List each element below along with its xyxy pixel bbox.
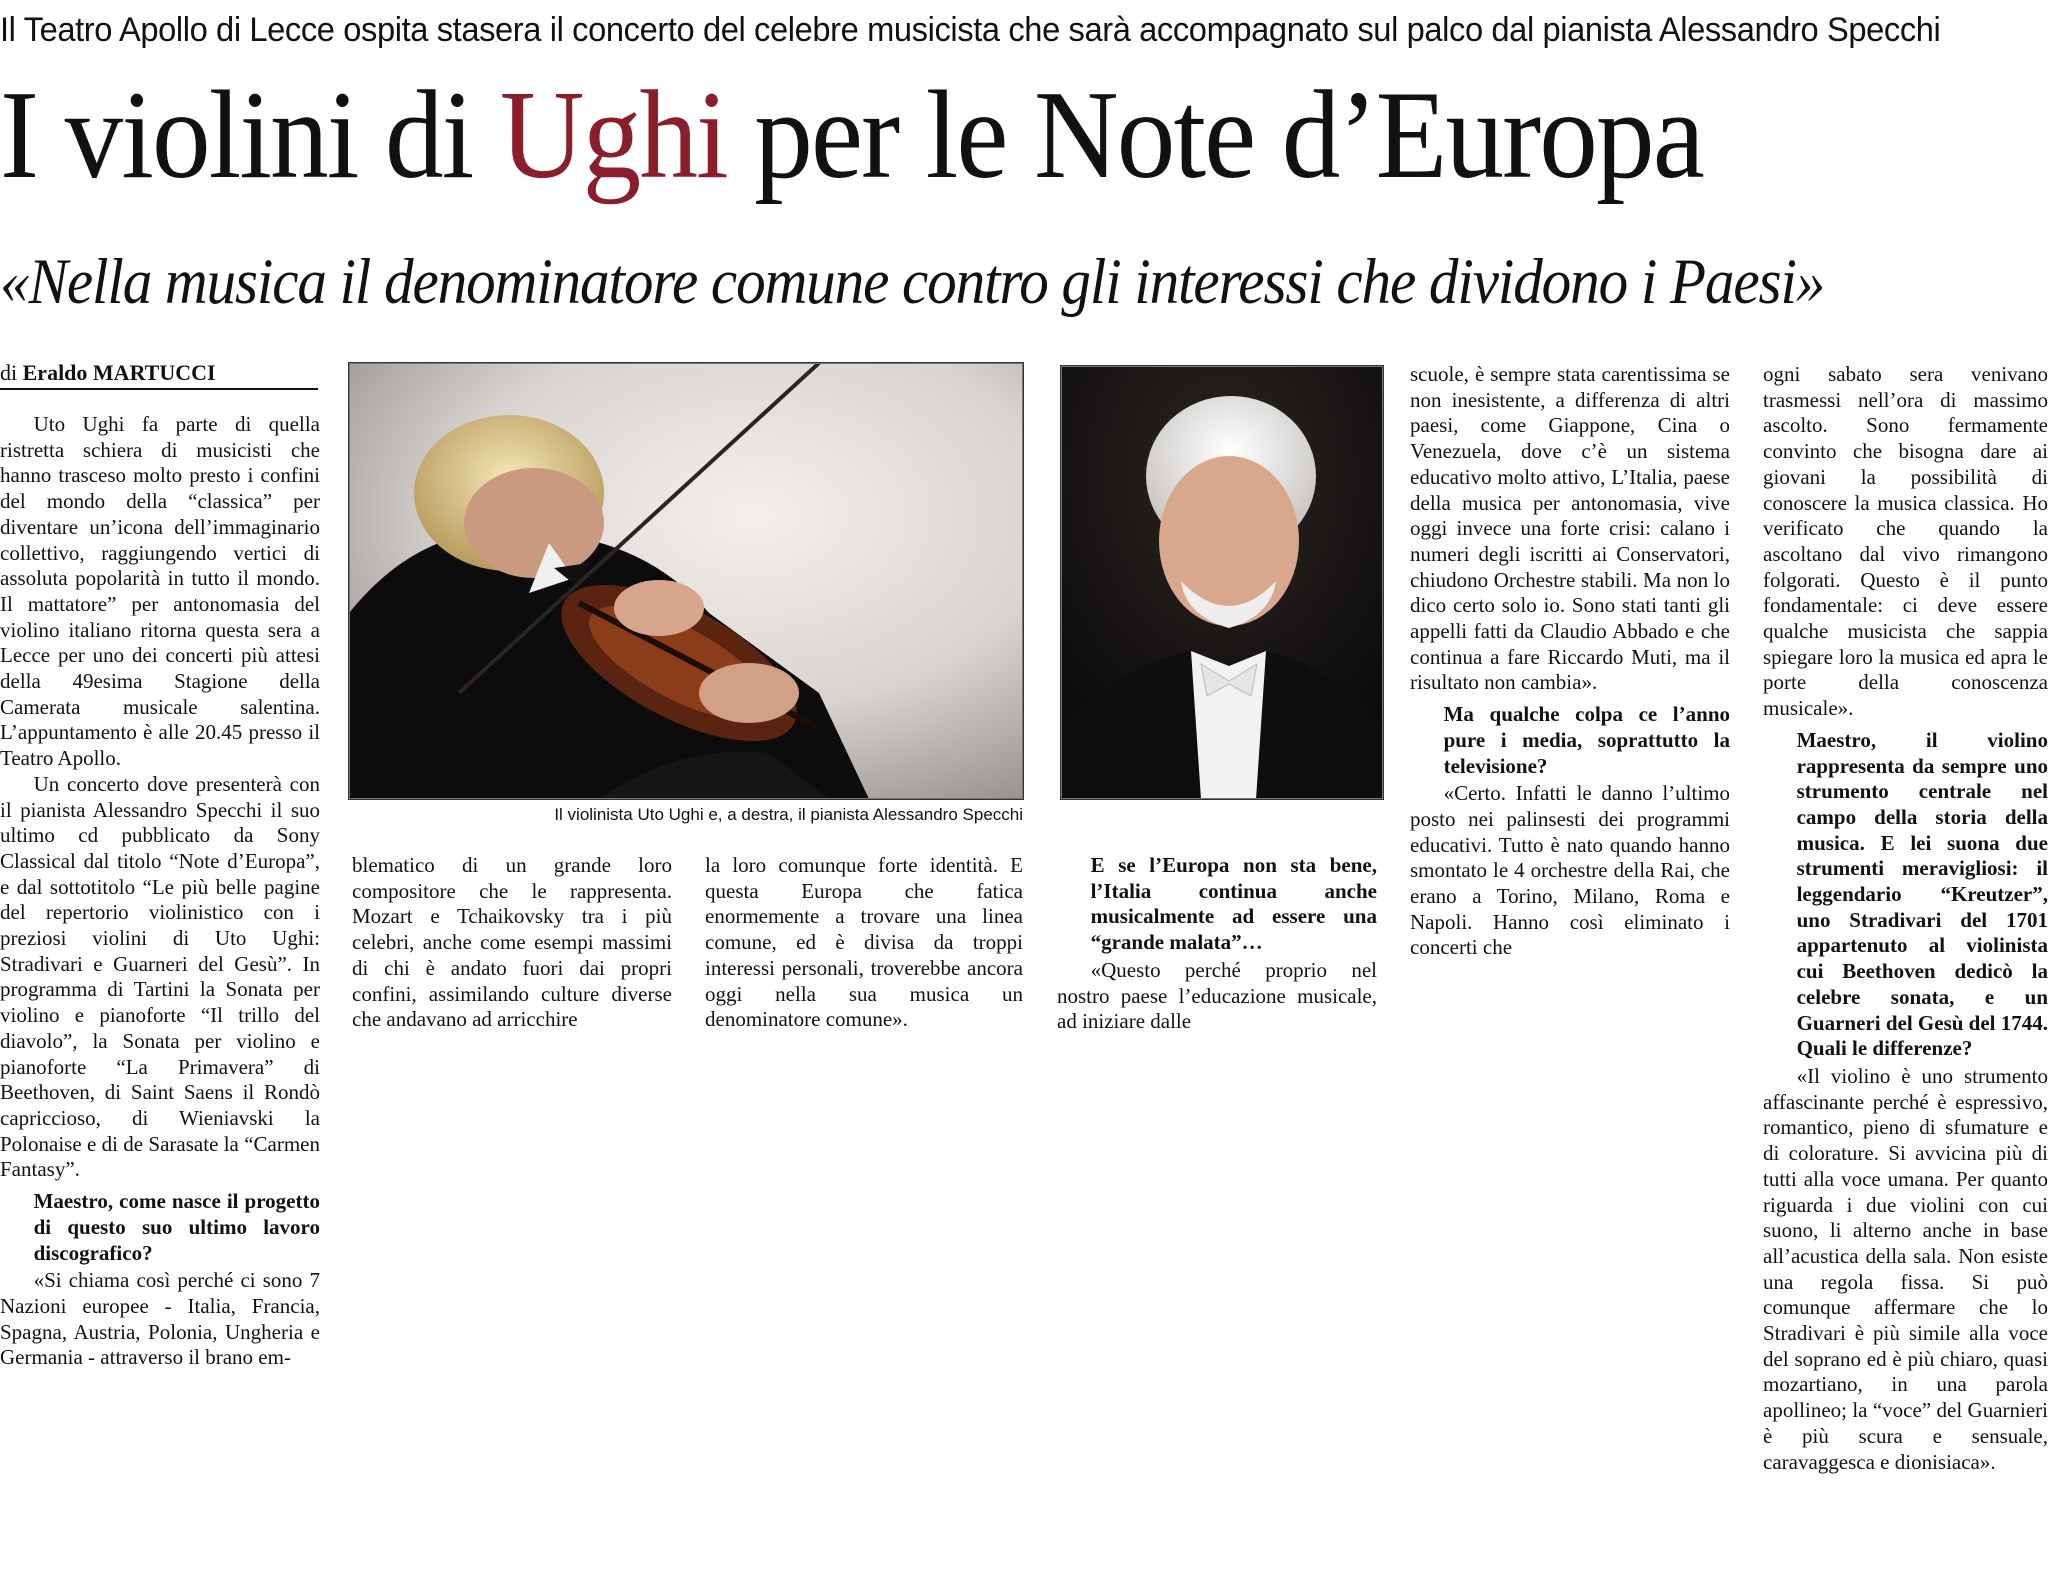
- paragraph: blematico di un grande loro compositore che le rappresenta. Mozart e Tchaikovsky tra i più celebri, anche come esempi massimi di chi è andato fuori dai propri confini, assimilando culture diverse che andavano ad arricchire: [352, 853, 672, 1032]
- column-2: [352, 853, 672, 1053]
- paragraph: ogni sabato sera venivano trasmessi nell’ora di massimo ascolto. Sono fermamente convinto che bisogna dare ai giovani la possibilità di conoscere la musica classica. Ho verificato che quando la ascoltano dal vivo rimangono folgorati. Questo è il punto fondamentale: ci deve essere qualche musicista che sappia spiegare loro la musica ed apra le porte della conoscenza musicale».: [1763, 362, 2048, 721]
- paragraph: «Si chiama così perché ci sono 7 Nazioni europee - Italia, Francia, Spagna, Austria, Polonia, Ungheria e Germania - attraverso il brano em-: [0, 1268, 320, 1370]
- byline: [0, 360, 318, 390]
- headline-part-2: per le Note d’Europa: [726, 66, 1703, 205]
- column-5: [1410, 362, 1730, 1062]
- byline-prefix: di: [0, 360, 23, 385]
- paragraph: scuole, è sempre stata carentissima se non inesistente, a differenza di altri paesi, come Giappone, Cina o Venezuela, dove c’è un sistema educativo molto attivo, L’Italia, paese della musica per antonomasia, vive oggi invece una forte crisi: calano i numeri degli iscritti ai Conservatori, chiudono Orchestre stabili. Ma non lo dico certo solo io. Sono stati tanti gli appelli fatti da Claudio Abbado e che continua a fare Riccardo Muti, ma il risultato non cambia».: [1410, 362, 1730, 695]
- paragraph: «Il violino è uno strumento affascinante perché è espressivo, romantico, pieno di sfumature e di colorature. Si avvicina più di tutti alla voce umana. Per quanto riguarda i due violini con cui suono, li alterno anche in base all’acustica della sala. Non esiste una regola fissa. Si può comunque affermare che lo Stradivari è più simile alla voce del soprano ed è più chiaro, quasi mozartiano, in una parola apollineo; la “voce” del Guarnieri è più scura e sensuale, caravaggesca e dionisiaca».: [1763, 1063, 2048, 1474]
- subhead: «Nella musica il denominatore comune contro gli interessi che dividono i Paesi»: [0, 246, 1825, 318]
- photo-violinist: [348, 362, 1024, 800]
- paragraph: la loro comunque forte identità. E questa Europa che fatica enormemente a trovare una linea comune, ed è divisa da troppi interessi personali, troverebbe ancora oggi nella sua musica un denominatore comune».: [705, 853, 1023, 1032]
- interview-question: Maestro, il violino rappresenta da sempre uno strumento centrale nel campo della storia della musica. E lei suona due strumenti meravigliosi: il leggendario “Kreutzer”, uno Stradivari del 1701 appartenuto al violinista cui Beethoven dedicò la celebre sonata, e un Guarneri del Gesù del 1744. Quali le differenze?: [1796, 727, 2048, 1061]
- column-3: [705, 853, 1023, 1053]
- interview-question: Ma qualche colpa ce l’anno pure i media, soprattutto la televisione?: [1443, 702, 1730, 778]
- photo-caption: Il violinista Uto Ughi e, a destra, il pianista Alessandro Specchi: [554, 805, 1023, 824]
- interview-question: Maestro, come nasce il progetto di questo suo ultimo lavoro discografico?: [33, 1189, 320, 1265]
- column-6: [1763, 362, 2048, 1589]
- paragraph: «Certo. Infatti le danno l’ultimo posto nei palinsesti dei programmi educativi. Tutto è nato quando hanno smontato le 4 orchestre della Rai, che erano a Torino, Milano, Roma e Napoli. Hanno così eliminato i concerti che: [1410, 781, 1730, 960]
- headline-accent: Ughi: [499, 66, 727, 205]
- headline-part-1: I violini di: [0, 66, 500, 205]
- photo-pianist: [1060, 365, 1384, 800]
- column-4: [1057, 853, 1377, 1053]
- kicker: Il Teatro Apollo di Lecce ospita stasera il concerto del celebre musicista che sarà accompagnato sul palco dal pianista Alessandro Specchi: [0, 11, 1941, 49]
- paragraph: Uto Ughi fa parte di quella ristretta schiera di musicisti che hanno trasceso molto presto i confini del mondo della “classica” per diventare un’icona dell’immaginario collettivo, raggiungendo vertici di assoluta popolarità in tutto il mondo. Il mattatore” per antonomasia del violino italiano ritorna questa sera a Lecce per uno dei concerti più attesi della 49esima Stagione della Camerata musicale salentina. L’appuntamento è alle 20.45 presso il Teatro Apollo.: [0, 412, 320, 771]
- paragraph: «Questo perché proprio nel nostro paese l’educazione musicale, ad iniziare dalle: [1057, 957, 1377, 1034]
- column-1: [0, 412, 320, 1589]
- paragraph: Un concerto dove presenterà con il pianista Alessandro Specchi il suo ultimo cd pubblicato da Sony Classical dal titolo “Note d’Europa”, e dal sottotitolo “Le più belle pagine del repertorio violinistico con i preziosi violini di Uto Ughi: Stradivari e Guarneri del Gesù”. In programma di Tartini la Sonata per violino e pianoforte “Il trillo del diavolo”, la Sonata per violino e pianoforte “La Primavera” di Beethoven, di Saint Saens il Rondò capriccioso, di Wieniavski la Polonaise e di de Sarasate la “Carmen Fantasy”.: [0, 771, 320, 1182]
- pianist-photo-image: [1061, 366, 1383, 799]
- interview-question: E se l’Europa non sta bene, l’Italia continua anche musicalmente ad essere una “grande malata”…: [1090, 853, 1377, 955]
- violinist-photo-image: [349, 363, 1023, 799]
- headline: [0, 66, 1905, 205]
- byline-author: Eraldo MARTUCCI: [22, 360, 216, 385]
